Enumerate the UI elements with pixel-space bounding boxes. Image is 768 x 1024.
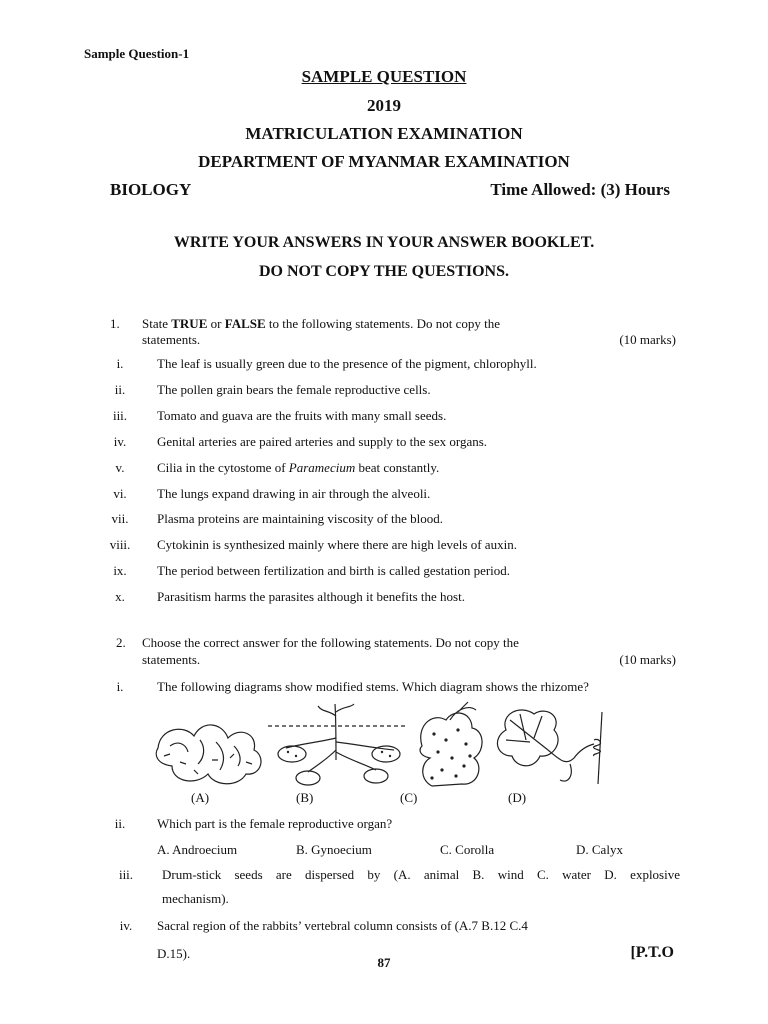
- q1-item-number: iii.: [112, 408, 128, 423]
- exam-name: MATRICULATION EXAMINATION: [245, 124, 523, 143]
- q2-iii-line-1: Drum-stick seeds are dispersed by (A. animal B. wind C. water D. explosive: [162, 867, 680, 882]
- q1-false: FALSE: [224, 316, 266, 331]
- q1-item-number: viii.: [109, 537, 131, 552]
- q2-number: 2.: [116, 635, 126, 650]
- q1-item-number: ix.: [113, 563, 127, 578]
- q1-prompt-a: State: [142, 316, 172, 331]
- q1-item-number: x.: [115, 589, 125, 604]
- q1-item-text: Plasma proteins are maintaining viscosity of the blood.: [157, 511, 443, 526]
- q1-prompt-line-2: statements.: [142, 332, 201, 347]
- q2-ii-number: ii.: [114, 816, 126, 831]
- q1-item-number: ii.: [114, 382, 126, 397]
- q2-iv-line-2: D.15).: [157, 946, 191, 961]
- q2-ii-option-c: C. Corolla: [440, 842, 495, 857]
- diagram-label-b: (B): [296, 790, 314, 805]
- q1-item-text: Parasitism harms the parasites although it benefits the host.: [157, 589, 465, 604]
- q2-prompt-line-2: statements.: [142, 652, 201, 667]
- q2-iv-line-1: Sacral region of the rabbits’ vertebral column consists of (A.7 B.12 C.4: [157, 918, 528, 933]
- q1-prompt: [142, 316, 500, 332]
- diagram-d-tendril: [497, 710, 602, 784]
- q2-iii-line-2: mechanism).: [162, 891, 229, 906]
- instruction-line-1: WRITE YOUR ANSWERS IN YOUR ANSWER BOOKLET.: [173, 234, 595, 251]
- q2-ii-option-d: D. Calyx: [576, 842, 623, 857]
- q2-iii-number: iii.: [118, 867, 134, 882]
- diagram-b-potato: [268, 704, 408, 785]
- corner-label: Sample Question-1: [84, 46, 190, 61]
- diagram-label-c: (C): [400, 790, 418, 805]
- document-title: SAMPLE QUESTION: [301, 67, 467, 86]
- q2-marks: (10 marks): [619, 652, 676, 667]
- q1-item-number: vi.: [113, 486, 127, 501]
- q1-item-number: v.: [115, 460, 125, 475]
- subject-label: BIOLOGY: [110, 180, 192, 199]
- instruction-line-2: DO NOT COPY THE QUESTIONS.: [259, 263, 509, 280]
- diagram-c-cactus: [420, 702, 482, 786]
- q1-item-text: Genital arteries are paired arteries and supply to the sex organs.: [157, 434, 488, 449]
- q2-ii-option-b: B. Gynoecium: [296, 842, 372, 857]
- time-allowed: Time Allowed: (3) Hours: [490, 180, 670, 199]
- q1-item-text: Cilia in the cytostome of Paramecium beat constantly.: [157, 460, 440, 475]
- q1-item-number: iv.: [113, 434, 127, 449]
- q1-true: TRUE: [171, 316, 208, 331]
- q1-marks: (10 marks): [619, 332, 676, 347]
- q2-i-number: i.: [116, 679, 124, 694]
- q1-item-text: The pollen grain bears the female reproductive cells.: [157, 382, 431, 397]
- q1-item-number: i.: [116, 356, 124, 371]
- q1-item-number: vii.: [111, 511, 129, 526]
- diagram-a-tuber: [156, 725, 261, 784]
- q1-item-text: Tomato and guava are the fruits with many small seeds.: [157, 408, 447, 423]
- q2-ii-option-a: A. Androecium: [157, 842, 238, 857]
- q1-prompt-b: or: [207, 316, 225, 331]
- q1-item-text: The leaf is usually green due to the presence of the pigment, chlorophyll.: [157, 356, 537, 371]
- diagram-label-d: (D): [508, 790, 527, 805]
- q1-prompt-c: to the following statements. Do not copy the: [265, 316, 500, 331]
- diagram-label-a: (A): [191, 790, 210, 805]
- q2-prompt-line-1: Choose the correct answer for the following statements. Do not copy the: [142, 635, 519, 650]
- q1-item-text: The period between fertilization and birth is called gestation period.: [157, 563, 511, 578]
- department-name: DEPARTMENT OF MYANMAR EXAMINATION: [198, 152, 570, 171]
- modified-stems-diagram: [150, 700, 630, 792]
- page-number: 87: [377, 955, 391, 970]
- q1-item-text: Cytokinin is synthesized mainly where there are high levels of auxin.: [157, 537, 517, 552]
- q2-ii-text: Which part is the female reproductive organ?: [157, 816, 393, 831]
- q1-number: 1.: [110, 316, 120, 331]
- q2-iv-number: iv.: [119, 918, 133, 933]
- please-turn-over: [P.T.O: [630, 944, 674, 961]
- q1-item-text: The lungs expand drawing in air through the alveoli.: [157, 486, 431, 501]
- q2-i-text: The following diagrams show modified stems. Which diagram shows the rhizome?: [157, 679, 589, 694]
- exam-year: 2019: [367, 96, 401, 115]
